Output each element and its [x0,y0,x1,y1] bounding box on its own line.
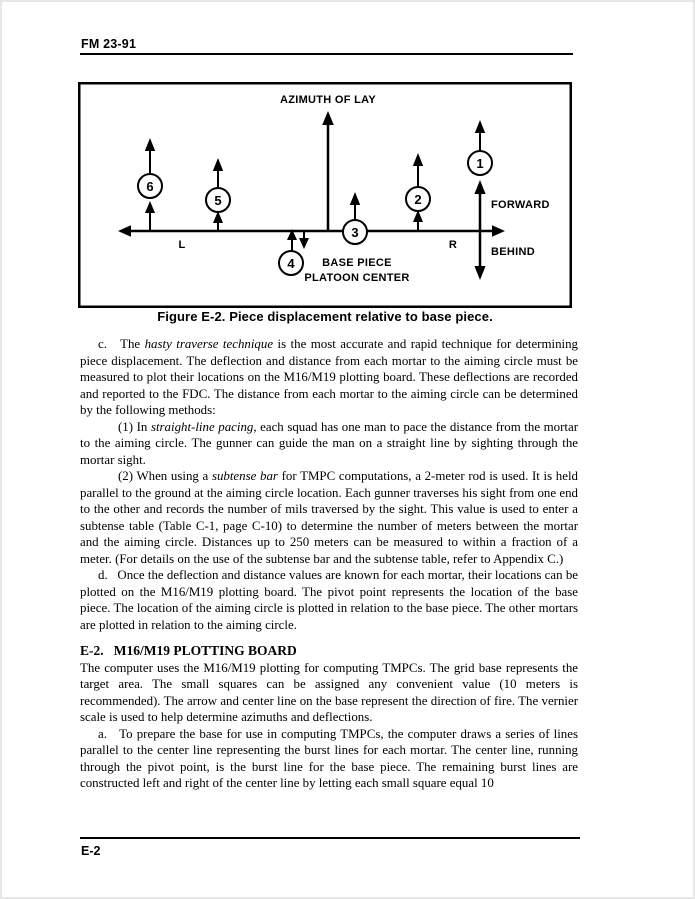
mortar-circle-4: 4 [278,250,304,276]
page-number: E-2 [81,844,101,858]
paragraph-1: (1) In straight-line pacing, each squad has one man to pace the distance from the mortar to the aiming circle. The gunner can guide the man on a straight line by sighting through the mortar sight. [80,419,578,467]
mortar-circle-3: 3 [342,219,368,245]
forward-label: FORWARD [491,199,550,211]
figure-e2-diagram [78,82,572,308]
azimuth-of-lay-arrow [322,111,334,231]
paragraph-d: d. Once the deflection and distance values are known for each mortar, their locations can be plotted on the M16/M19 plotting board. The pivot point represents the location of the base piece. The location of the aiming circle is plotted in relation to the base piece. The other mortars are plotted in relation to the aiming circle. [80,568,578,632]
left-label: L [178,239,186,251]
body-text [80,336,578,792]
mortar-2-offset-arrow [413,210,423,230]
header-rule [80,53,573,55]
mortar-4-down-arrow [299,232,309,249]
paragraph-intro: The computer uses the M16/M19 plotting for computing TMPCs. The grid base represents the target area. The small squares can be assigned any convenient value (10 meters is recommended). The arrow and center line on the base represent the direction of fire. The vernier scale is used to help determine azimuths and deflections. [80,660,578,724]
platoon-center-label: PLATOON CENTER [304,271,410,284]
mortar-5-offset-arrow [213,211,223,230]
mortar-5-direction-arrow [213,158,223,187]
mortar-circle-2: 2 [405,186,431,212]
page-header: FM 23-91 [81,37,137,51]
footer-rule [80,837,580,839]
mortar-circle-1: 1 [467,150,493,176]
mortar-2-direction-arrow [413,153,423,186]
section-heading: E-2. M16/M19 PLOTTING BOARD [80,643,297,658]
paragraph-c: c. The hasty traverse technique is the most accurate and rapid technique for determining piece displacement. The deflection and distance from each mortar to the aiming circle must be measured to plot their locations on the M16/M19 plotting board. These deflections are recorded and reported to the FDC. The distance from each mortar to the aiming circle can be determined by the following methods: [80,337,578,417]
azimuth-of-lay-label: AZIMUTH OF LAY [279,94,377,106]
mortar-6-offset-arrow [145,201,155,230]
behind-label: BEHIND [491,246,535,258]
mortar-circle-5: 5 [205,187,231,213]
mortar-6-direction-arrow [145,138,155,173]
right-label: R [448,239,458,251]
mortar-1-direction-arrow [475,120,485,150]
paragraph-a: a. To prepare the base for use in computing TMPCs, the computer draws a series of lines parallel to the center line representing the burst lines for each mortar. The center line, running through the pivot point, is the burst line for the base piece. The remaining burst lines are constructed left and right of the center line by letting each small square equal 10 [80,726,578,790]
base-piece-platoon-center-label [277,256,437,285]
baseline-arrow [118,225,505,237]
paragraph-2: (2) When using a subtense bar for TMPC computations, a 2-meter rod is used. It is held parallel to the ground at the aiming circle location. Each gunner traverses his sight from one end to the other and records the number of mils traversed by the sight. This value is used to enter a subtense table (Table C-1, page C-10) to determine the number of meters between the mortar and the aiming circle. Distances up to 250 meters can be measured to within a fraction of a meter. (For details on the use of the subtense bar and the subtense table, refer to Appendix C.) [80,469,579,566]
base-piece-label: BASE PIECE [322,257,392,269]
mortar-3-direction-arrow [350,192,360,219]
figure-caption: Figure E-2. Piece displacement relative to base piece. [157,309,493,324]
mortar-circle-6: 6 [137,173,163,199]
